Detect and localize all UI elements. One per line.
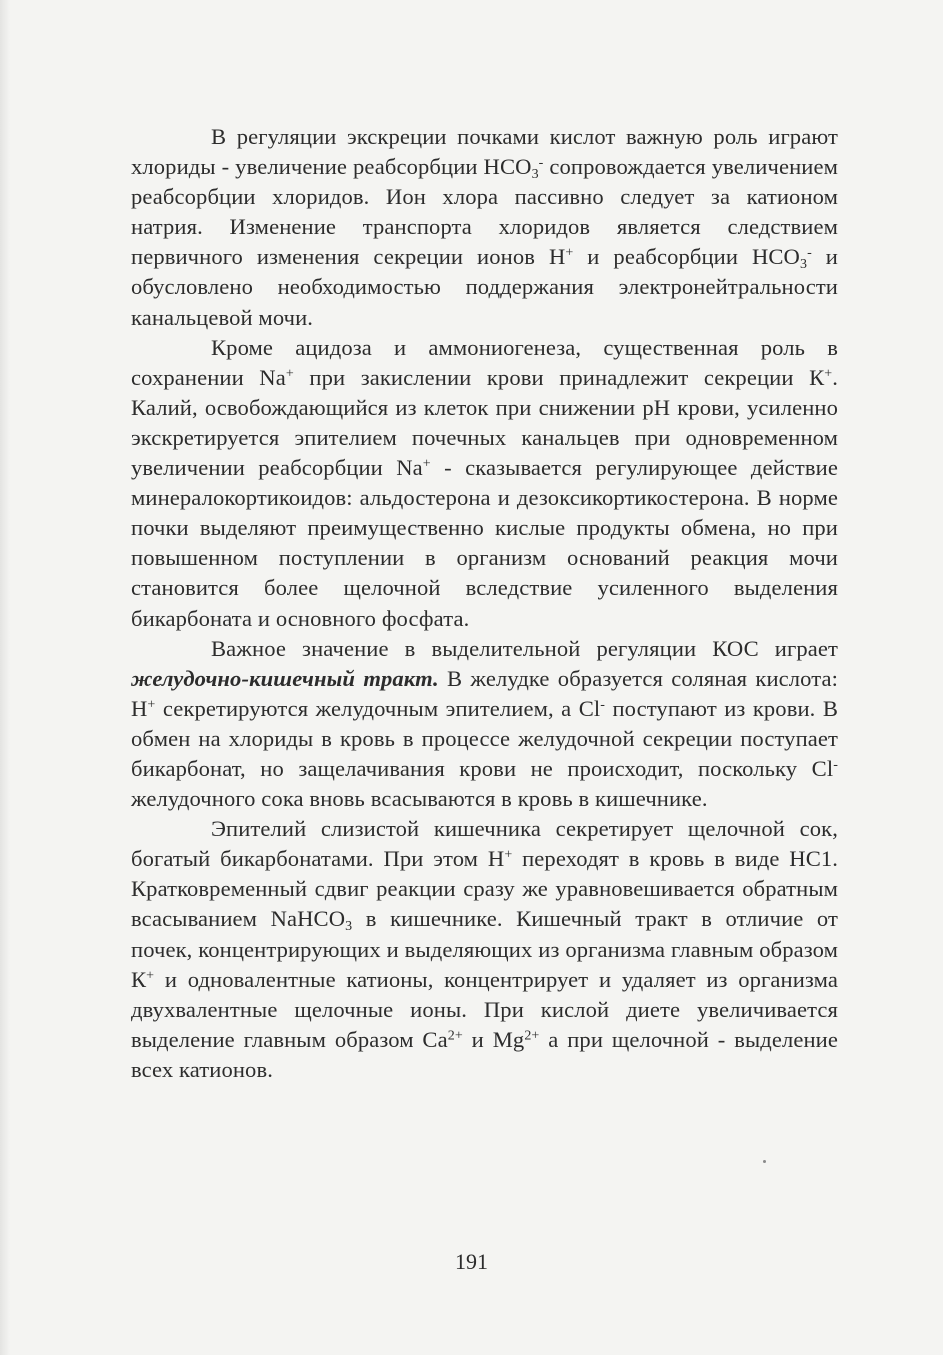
superscript: + xyxy=(565,245,574,261)
superscript: 2+ xyxy=(447,1028,463,1044)
superscript: + xyxy=(422,456,431,472)
superscript: - xyxy=(807,245,812,261)
paragraph xyxy=(131,814,838,1085)
subscript: 3 xyxy=(799,257,808,273)
superscript: + xyxy=(504,847,513,863)
text-run: а при щелочной - выделение всех катионов. xyxy=(131,1026,838,1082)
superscript: + xyxy=(824,366,833,382)
emphasis-term: желудочно-кишечный тракт. xyxy=(131,665,439,691)
text-run: сопровождается увеличением реабсорбции хлоридов. Ион хлора пассивно следует за катионом натрия. Изменение транспорта хлоридов является следствием первичного изменения секреции ионов Н xyxy=(131,154,838,270)
text-run: переходят в кровь в виде НС1. Кратковременный сдвиг реакции сразу же уравновешивается обратным всасыванием NaHCO xyxy=(131,846,839,932)
superscript: - xyxy=(833,757,838,773)
paragraph xyxy=(131,333,838,634)
text-run: Эпителий слизистой кишечника секретирует щелочной сок, богатый бикарбонатами. При этом Н xyxy=(131,816,838,872)
text-run: - сказывается регулирующее действие минералокортикоидов: альдостерона и дезоксикортикостерона. В норме почки выделяют преимущественно кислые продукты обмена, но при повышенном поступлении в организм оснований реакция мочи становится более щелочной вследствие усиленного выделения бикарбоната и основного фосфата. xyxy=(131,455,838,631)
text-run: . Калий, освобождающийся из клеток при снижении рН крови, усиленно экскретируется эпителием почечных канальцев при одновременном увеличении реабсорбции Na xyxy=(131,364,838,481)
page-number: 191 xyxy=(455,1249,488,1274)
text-run: и обусловлено необходимостью поддержания электронейтральности канальцевой мочи. xyxy=(131,244,838,330)
text-run: В регуляции экскреции почками кислот важную роль играют хлориды - увеличение реабсорбции НСО xyxy=(131,124,838,180)
text-run: Важное значение в выделительной регуляции КОС играет xyxy=(211,635,838,661)
text-run: секретируются желудочным эпителием, а Cl xyxy=(155,695,601,721)
superscript: - xyxy=(600,697,606,713)
superscript: 2+ xyxy=(524,1028,540,1044)
body-text xyxy=(131,122,838,1085)
text-run: и Mg xyxy=(462,1026,525,1052)
paragraph xyxy=(131,634,838,815)
text-run: В желудке образуется соляная кислота: Н xyxy=(131,665,838,721)
scan-speck xyxy=(763,1160,766,1163)
text-run: поступают из крови. В обмен на хлориды в кровь в процессе желудочной секреции поступает бикарбонат, но защелачивания крови не происходит, поскольку Cl xyxy=(131,695,838,781)
superscript: + xyxy=(285,366,294,382)
subscript: 3 xyxy=(531,167,539,183)
subscript: 3 xyxy=(345,919,353,935)
paragraph xyxy=(131,122,838,333)
superscript: - xyxy=(538,155,544,171)
text-run: в кишечнике. Кишечный тракт в отличие от почек, концентрирующих и выделяющих из организма главным образом К xyxy=(131,906,838,992)
superscript: + xyxy=(146,967,155,983)
text-run: и реабсорбции НСО xyxy=(573,244,800,270)
text-run: и одновалентные катионы, концентрирует и удаляет из организма двухвалентные щелочные ионы. При кислой диете увеличивается выделение главным образом Са xyxy=(131,966,838,1052)
text-run: желудочного сока вновь всасываются в кровь в кишечнике. xyxy=(131,786,708,812)
text-run: Кроме ацидоза и аммониогенеза, существенная роль в сохранении Na xyxy=(131,334,838,390)
text-run: при закислении крови принадлежит секреции К xyxy=(293,364,825,390)
superscript: + xyxy=(147,697,156,713)
